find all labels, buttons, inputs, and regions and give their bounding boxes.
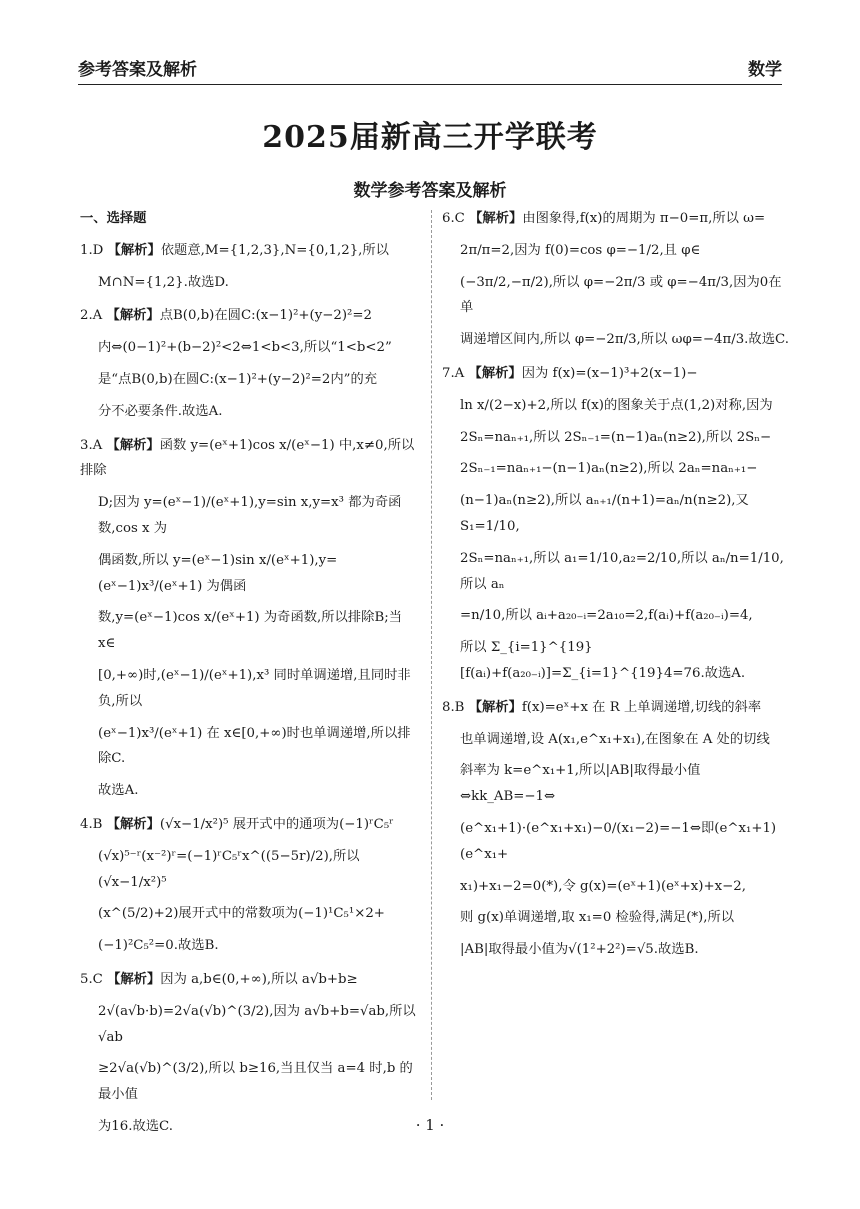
analysis-tag: 【解析】 xyxy=(107,971,161,987)
answer-item xyxy=(80,303,420,424)
answer-text: 因为 f(x)=(x−1)³+2(x−1)− xyxy=(521,365,698,381)
answer-line: 数,y=(eˣ−1)cos x/(eˣ+1) 为奇函数,所以排除B;当 x∈ xyxy=(98,610,402,652)
question-number: 6.C xyxy=(442,211,470,226)
answer-line: 2π/π=2,因为 f(0)=cos φ=−1/2,且 φ∈ xyxy=(460,242,701,258)
answer-text: 因为 a,b∈(0,+∞),所以 a√b+b≥ xyxy=(160,971,358,987)
answer-line: |AB|取得最小值为√(1²+2²)=√5.故选B. xyxy=(460,942,699,958)
question-number: 2.A xyxy=(80,308,107,324)
answer-item xyxy=(442,695,790,963)
answer-item xyxy=(80,238,420,296)
document-subtitle: 数学参考答案及解析 xyxy=(353,181,507,201)
answer-line: 2Sₙ₋₁=naₙ₊₁−(n−1)aₙ(n≥2),所以 2aₙ=naₙ₊₁− xyxy=(460,461,758,477)
answer-line: ln x/(2−x)+2,所以 f(x)的图象关于点(1,2)对称,因为 xyxy=(460,397,773,413)
answer-text: 函数 y=(eˣ+1)cos x/(eˣ−1) 中,x≠0,所以排除 xyxy=(80,437,415,479)
answer-line: 2Sₙ=naₙ₊₁,所以 2Sₙ₋₁=(n−1)aₙ(n≥2),所以 2Sₙ− xyxy=(460,429,772,445)
section-heading: 一、选择题 xyxy=(80,211,147,226)
analysis-tag: 【解析】 xyxy=(468,365,522,381)
answer-line: 分不必要条件.故选A. xyxy=(98,403,223,419)
analysis-tag: 【解析】 xyxy=(106,437,160,453)
answer-line: (−3π/2,−π/2),所以 φ=−2π/3 或 φ=−4π/3,因为0在单 xyxy=(460,274,782,316)
answer-item xyxy=(442,206,790,353)
answer-item xyxy=(80,812,420,959)
answer-line: 也单调递增,设 A(x₁,e^x₁+x₁),在图象在 A 处的切线 xyxy=(460,731,770,747)
answer-line: (x^(5/2)+2)展开式中的常数项为(−1)¹C₅¹×2+ xyxy=(98,906,385,922)
answer-line: (n−1)aₙ(n≥2),所以 aₙ₊₁/(n+1)=aₙ/n(n≥2),又 S₁=1/10, xyxy=(460,493,749,534)
analysis-tag: 【解析】 xyxy=(469,211,523,226)
analysis-tag: 【解析】 xyxy=(106,308,160,324)
answer-item xyxy=(80,433,420,804)
answer-line xyxy=(80,812,420,838)
answer-item xyxy=(442,361,790,687)
answer-line xyxy=(80,433,420,485)
question-number: 4.B xyxy=(80,816,107,832)
answer-line: (√x)⁵⁻ʳ(x⁻²)ʳ=(−1)ʳC₅ʳx^((5−5r)/2),所以(√x−1/x²)⁵ xyxy=(98,848,360,890)
answer-line: 为16.故选C. xyxy=(98,1118,173,1134)
answer-line xyxy=(80,303,420,329)
answer-line: 2√(a√b·b)=2√a(√b)^(3/2),因为 a√b+b=√ab,所以√ab xyxy=(98,1003,416,1045)
right-column xyxy=(442,206,790,971)
answer-line: 内⇔(0−1)²+(b−2)²<2⇔1<b<3,所以“1<b<2” xyxy=(98,340,392,356)
left-column xyxy=(80,206,420,1148)
answer-line: M∩N={1,2}.故选D. xyxy=(98,274,229,290)
question-number: 3.A xyxy=(80,437,107,453)
answer-line: (−1)²C₅²=0.故选B. xyxy=(98,938,219,954)
answer-line: 调递增区间内,所以 φ=−2π/3,所以 ωφ=−4π/3.故选C. xyxy=(460,332,789,348)
answer-line xyxy=(80,238,420,264)
answer-line: (eˣ−1)x³/(eˣ+1) 在 x∈[0,+∞)时也单调递增,所以排除C. xyxy=(98,725,411,767)
answer-line xyxy=(80,967,420,993)
answer-text: 依题意,M={1,2,3},N={0,1,2},所以 xyxy=(160,242,389,258)
answer-line: 偶函数,所以 y=(eˣ−1)sin x/(eˣ+1),y=(eˣ−1)x³/(eˣ+1) 为偶函 xyxy=(98,552,338,594)
answer-line: =n/10,所以 aᵢ+a₂₀₋ᵢ=2a₁₀=2,f(aᵢ)+f(a₂₀₋ᵢ)=4, xyxy=(460,608,753,624)
answer-line xyxy=(442,361,790,387)
answer-item xyxy=(80,967,420,1140)
analysis-tag: 【解析】 xyxy=(106,816,160,832)
answer-line: D;因为 y=(eˣ−1)/(eˣ+1),y=sin x,y=x³ 都为奇函数,cos x 为 xyxy=(98,495,402,536)
exam-title: 2025届新高三开学联考 xyxy=(262,120,598,155)
right-answer-list xyxy=(442,206,790,963)
answer-text: 由图象得,f(x)的周期为 π−0=π,所以 ω= xyxy=(522,211,766,226)
answer-line: 故选A. xyxy=(98,783,139,799)
answer-line: (e^x₁+1)·(e^x₁+x₁)−0/(x₁−2)=−1⇔即(e^x₁+1)(e^x₁+ xyxy=(460,820,777,862)
question-number: 5.C xyxy=(80,971,108,987)
answer-line: 则 g(x)单调递增,取 x₁=0 检验得,满足(*),所以 xyxy=(460,910,735,926)
answer-text: (√x−1/x²)⁵ 展开式中的通项为(−1)ʳC₅ʳ xyxy=(159,816,394,832)
header-left-label: 参考答案及解析 xyxy=(78,60,197,80)
answer-text: f(x)=eˣ+x 在 R 上单调递增,切线的斜率 xyxy=(521,699,762,715)
answer-line xyxy=(442,695,790,721)
answer-line: ≥2√a(√b)^(3/2),所以 b≥16,当且仅当 a=4 时,b 的最小值 xyxy=(98,1061,413,1103)
question-number: 7.A xyxy=(442,365,469,381)
analysis-tag: 【解析】 xyxy=(468,699,522,715)
question-number: 1.D xyxy=(80,242,108,258)
left-answer-list xyxy=(80,238,420,1140)
answer-line: x₁)+x₁−2=0(*),令 g(x)=(eˣ+1)(eˣ+x)+x−2, xyxy=(460,878,746,894)
answer-line: [0,+∞)时,(eˣ−1)/(eˣ+1),x³ 同时单调递增,且同时非负,所以 xyxy=(98,667,411,709)
header-right-label: 数学 xyxy=(748,60,782,80)
answer-line: 斜率为 k=e^x₁+1,所以|AB|取得最小值⇔kk_AB=−1⇔ xyxy=(460,763,701,805)
column-divider xyxy=(431,210,432,1100)
answer-line: 是“点B(0,b)在圆C:(x−1)²+(y−2)²=2内”的充 xyxy=(98,371,378,387)
answer-line: 2Sₙ=naₙ₊₁,所以 a₁=1/10,a₂=2/10,所以 aₙ/n=1/10,所以 aₙ xyxy=(460,550,784,592)
analysis-tag: 【解析】 xyxy=(107,242,161,258)
question-number: 8.B xyxy=(442,699,469,715)
answer-text: 点B(0,b)在圆C:(x−1)²+(y−2)²=2 xyxy=(159,308,372,324)
answer-line: 所以 Σ_{i=1}^{19}[f(aᵢ)+f(a₂₀₋ᵢ)]=Σ_{i=1}^{19}4=76.故选A. xyxy=(460,640,746,681)
page-number: · 1 · xyxy=(415,1116,445,1134)
page-header xyxy=(78,52,782,85)
answer-line xyxy=(442,206,790,232)
